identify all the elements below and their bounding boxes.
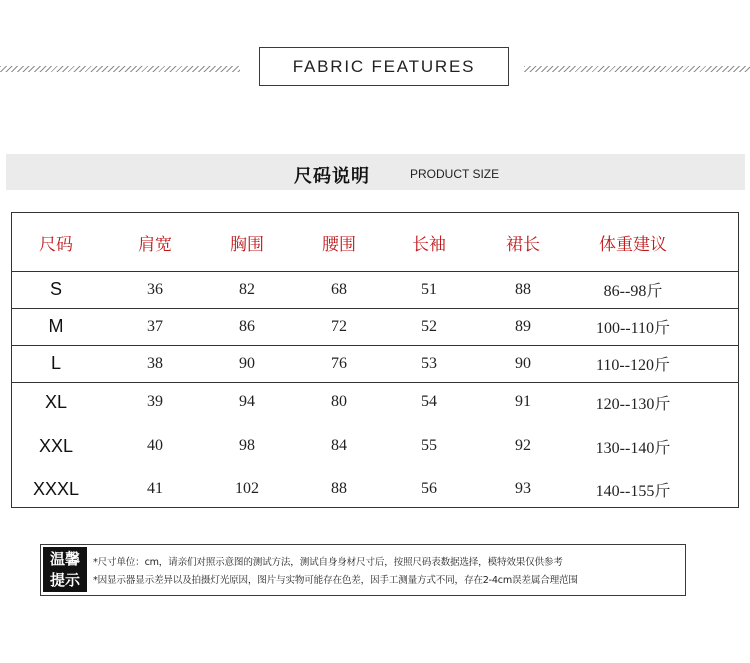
table-cell: XXXL (32, 478, 80, 499)
table-cell: 91 (515, 393, 531, 410)
column-header: 裙长 (506, 234, 540, 255)
tip-text-line: *因显示器显示差异以及拍摄灯光原因，图片与实物可能存在色差，因手工测量方式不同，存在2-4cm误差属合理范围 (93, 575, 578, 586)
table-cell: 100--110斤 (595, 320, 671, 337)
column-header: 尺码 (39, 234, 73, 255)
table-cell: 120--130斤 (595, 395, 671, 413)
table-cell: 36 (147, 280, 163, 298)
table-cell: 88 (515, 280, 531, 298)
table-cell: 130--140斤 (595, 439, 671, 457)
table-cell: L (50, 353, 61, 373)
table-cell: 56 (421, 480, 437, 497)
table-cell: 41 (147, 480, 163, 497)
table-cell: 102 (235, 480, 259, 497)
table-cell: 80 (331, 393, 347, 410)
table-cell: 82 (239, 280, 255, 298)
column-header: 腰围 (322, 234, 356, 255)
table-cell: 40 (147, 437, 163, 454)
fabric-features-title: FABRIC FEATURES (259, 47, 509, 86)
table-cell: 90 (515, 354, 531, 372)
table-cell: S (49, 279, 62, 299)
table-row (12, 425, 738, 467)
table-header-row (12, 213, 738, 272)
column-header: 肩宽 (138, 234, 172, 255)
table-cell: 53 (421, 354, 437, 372)
table-cell: 54 (421, 393, 437, 410)
table-cell: 39 (147, 393, 163, 410)
column-header: 胸围 (230, 234, 264, 255)
table-row (12, 469, 738, 509)
table-row (12, 382, 738, 422)
size-table (11, 212, 739, 508)
table-cell: 92 (515, 437, 531, 454)
table-cell: 38 (147, 354, 163, 372)
table-cell: 55 (421, 437, 437, 454)
size-section-subtitle: PRODUCT SIZE (410, 167, 500, 181)
table-cell: 68 (331, 280, 347, 298)
tip-badge-line: 提示 (49, 570, 80, 589)
table-row (12, 345, 738, 383)
table-cell: 110--120斤 (595, 357, 671, 374)
table-cell: M (48, 316, 64, 336)
table-cell: 72 (331, 317, 347, 335)
table-cell: 76 (331, 354, 347, 372)
tip-text-line: *尺寸单位：cm，请亲们对照示意图的测试方法，测试自身身材尺寸后，按照尺码表数据选择，模特效果仅供参考 (93, 557, 563, 568)
table-cell: 90 (239, 354, 255, 372)
table-cell: 140--155斤 (595, 482, 671, 500)
table-cell: 52 (421, 317, 437, 335)
size-section-title: 尺码说明 (294, 166, 370, 187)
column-header: 体重建议 (599, 234, 667, 255)
table-cell: 88 (331, 480, 347, 497)
table-cell: 84 (331, 437, 347, 454)
table-row (12, 271, 738, 309)
tip-box (40, 544, 686, 596)
table-cell: 37 (147, 317, 163, 335)
table-cell: 94 (239, 393, 255, 410)
table-cell: 98 (239, 437, 255, 454)
size-banner (6, 154, 745, 190)
table-cell: 86--98斤 (603, 283, 663, 300)
table-cell: 89 (515, 317, 531, 335)
table-cell: 93 (515, 480, 531, 497)
table-cell: 51 (421, 280, 437, 298)
decorative-hatch-right (524, 66, 750, 72)
decorative-hatch-left (0, 66, 240, 72)
tip-badge-line: 温馨 (49, 549, 80, 568)
column-header: 长袖 (412, 234, 446, 255)
table-cell: XXL (38, 435, 74, 456)
tip-badge (43, 547, 87, 592)
table-cell: XL (44, 391, 68, 412)
table-row (12, 308, 738, 346)
table-cell: 86 (239, 317, 255, 335)
